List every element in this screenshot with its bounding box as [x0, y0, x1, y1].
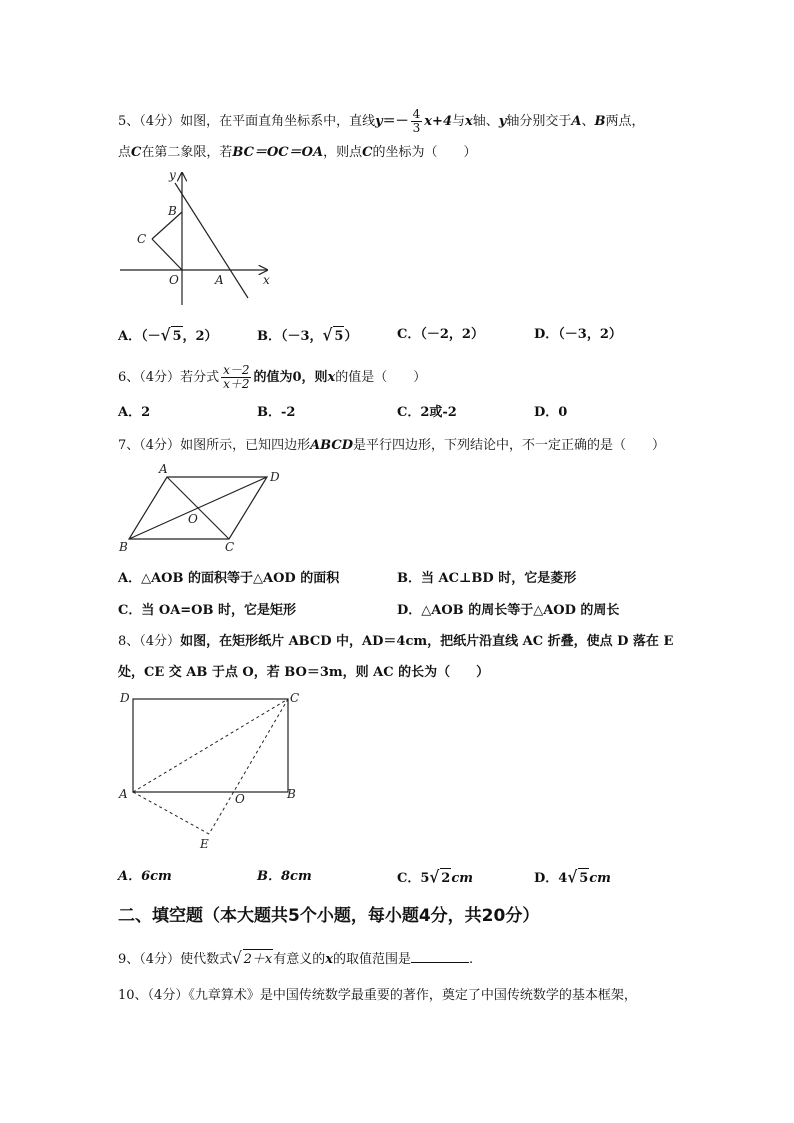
q8-line1: 8、（4分）如图，在矩形纸片 ABCD 中，AD＝4cm，把纸片沿直线 AC 折叠，使点 D 落在 E — [118, 634, 674, 649]
segment-AE — [133, 792, 209, 834]
segment-OC — [152, 239, 182, 270]
label-B: B — [119, 540, 128, 554]
q6-option-c[interactable]: C．2或-2 — [397, 405, 457, 420]
label-O: O — [188, 512, 198, 526]
q5-line2: 点C在第二象限，若BC＝OC＝OA，则点C的坐标为（ ） — [118, 145, 477, 160]
q5-eq-y: y — [375, 114, 383, 129]
q8-option-a[interactable]: A．6cm — [118, 869, 172, 884]
q8-option-c[interactable]: C．5√ 2cm — [397, 867, 473, 889]
q5-eq-rest: x+4 — [424, 114, 452, 129]
label-A: A — [159, 462, 168, 476]
label-D: D — [120, 691, 130, 705]
q5-text: 如图，在平面直角坐标系中，直线 — [180, 114, 376, 129]
q8-option-b[interactable]: B．8cm — [257, 869, 312, 884]
line-AB — [175, 183, 248, 298]
q6-fraction: $\frac{x-2}{x+2}$ — [223, 363, 250, 391]
q5-number: 5、 — [118, 114, 140, 129]
q5-score: （4分） — [139, 114, 181, 129]
q5-condition: BC＝OC＝OA — [232, 145, 324, 160]
label-D: D — [270, 470, 280, 484]
segment-BC — [152, 212, 182, 239]
label-B: B — [168, 204, 177, 218]
segment-CE — [209, 699, 288, 834]
q7-option-c[interactable]: C．当 OA=OB 时，它是矩形 — [118, 603, 297, 618]
answer-blank[interactable] — [411, 950, 469, 963]
q5-coordinate-figure — [115, 165, 280, 315]
label-A: A — [119, 787, 128, 801]
q6-option-d[interactable]: D．0 — [534, 405, 568, 420]
label-O: O — [169, 273, 179, 287]
q7-line: 7、（4分）如图所示，已知四边形ABCD是平行四边形，下列结论中，不一定正确的是（ ） — [118, 438, 666, 453]
q7-option-d[interactable]: D．△AOB 的周长等于△AOD 的周长 — [397, 603, 620, 618]
q6-line: 6、（4分）若分式 $\frac{x-2}{x+2}$ 的值为0，则x的值是（ ） — [118, 363, 427, 391]
label-x: x — [263, 273, 270, 287]
q6-option-b[interactable]: B．-2 — [257, 405, 296, 420]
label-C: C — [290, 691, 300, 705]
q8-option-d[interactable]: D．4√ 5cm — [534, 867, 611, 889]
q8-line2: 处，CE 交 AB 于点 O，若 BO＝3m，则 AC 的长为（ ） — [118, 665, 490, 680]
q7-option-b[interactable]: B．当 AC⊥BD 时，它是菱形 — [397, 571, 577, 586]
q7-parallelogram-figure — [115, 462, 290, 557]
section-heading: 二、填空题（本大题共5个小题，每小题4分，共20分） — [118, 906, 540, 926]
q9-line: 9、（4分）使代数式√ 2＋x有意义的x的取值范围是 . — [118, 948, 473, 970]
label-A: A — [215, 273, 224, 287]
q5-option-a[interactable]: A．（－√ 5，2） — [118, 325, 218, 347]
label-C: C — [137, 232, 147, 246]
label-O: O — [235, 792, 245, 806]
q7-option-a[interactable]: A．△AOB 的面积等于△AOD 的面积 — [118, 571, 340, 586]
label-C: C — [225, 540, 235, 554]
q8-rectangle-figure — [115, 688, 310, 853]
label-E: E — [200, 837, 209, 851]
label-B: B — [287, 787, 296, 801]
q10-line: 10、（4分）《九章算术》是中国传统数学最重要的著作，奠定了中国传统数学的基本框架， — [118, 988, 637, 1003]
q6-option-a[interactable]: A．2 — [118, 405, 151, 420]
fold-line-AC — [133, 699, 288, 792]
q5-option-b[interactable]: B．（－3，√ 5） — [257, 325, 357, 347]
q5-option-c[interactable]: C．（－2，2） — [397, 327, 484, 342]
label-y: y — [169, 168, 176, 182]
q5-line1: 5、（4分）如图，在平面直角坐标系中，直线y＝－ $\frac{4}{3}$ x+4与x轴、y轴分别交于A、B两点， — [118, 107, 645, 135]
diagonal-BD — [129, 477, 267, 539]
q5-eq-sign: ＝－ — [382, 114, 409, 129]
q5-fraction: $\frac{4}{3}$ — [412, 107, 421, 135]
q5-option-d[interactable]: D．（－3，2） — [534, 327, 622, 342]
